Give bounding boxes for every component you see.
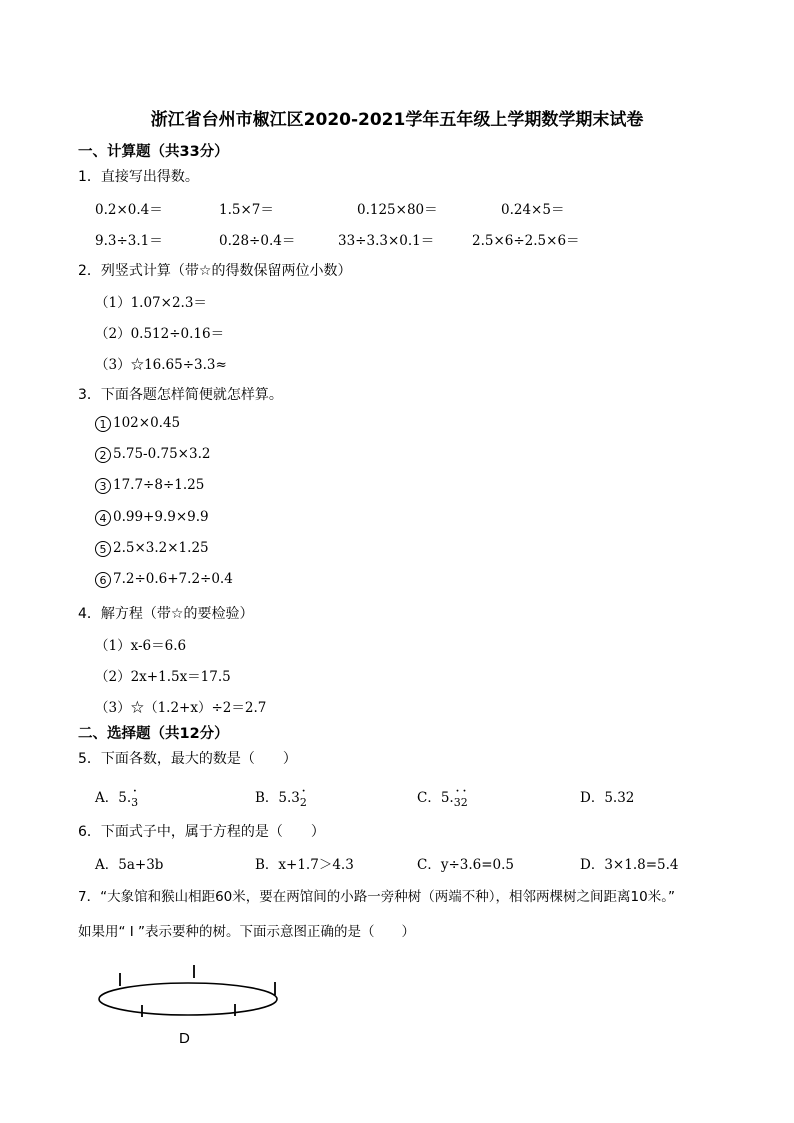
option-label: A． [95, 790, 119, 806]
option-label: D． [580, 790, 605, 806]
circled-number: 5 [95, 541, 111, 557]
q5-option-b [255, 786, 307, 809]
option-number: 5. [440, 790, 454, 806]
q3-item [95, 571, 233, 588]
q3-item [95, 540, 209, 557]
q4-item: （2）2x+1.5x＝17.5 [95, 669, 231, 685]
q1-item: 33÷3.3×0.1＝ [338, 233, 435, 249]
circled-number: 4 [95, 510, 111, 526]
q3-item [95, 415, 180, 432]
q2-item: （3）☆16.65÷3.3≈ [95, 357, 227, 373]
q3-item [95, 509, 209, 526]
q5-option-a [95, 786, 139, 809]
q3-expression: 102×0.45 [113, 415, 181, 431]
q2-stem: 2．列竖式计算（带☆的得数保留两位小数） [78, 263, 352, 279]
q1-item: 1.5×7＝ [219, 202, 274, 218]
q6-option-d: D．3×1.8=5.4 [580, 857, 679, 873]
q3-expression: 0.99+9.9×9.9 [113, 509, 209, 525]
option-number: 5.32 [604, 790, 635, 806]
q3-expression: 2.5×3.2×1.25 [113, 540, 209, 556]
option-number: 5. [118, 790, 132, 806]
q6-option-a: A．5a+3b [95, 857, 164, 873]
path-ellipse [99, 983, 277, 1015]
q1-item: 0.2×0.4＝ [95, 202, 163, 218]
q1-item: 0.28÷0.4＝ [219, 233, 296, 249]
option-label: C． [417, 790, 441, 806]
q6-stem: 6．下面式子中，属于方程的是（ ） [78, 824, 325, 840]
q1-item: 9.3÷3.1＝ [95, 233, 163, 249]
circled-number: 2 [95, 447, 111, 463]
figure-label: D [179, 1030, 190, 1047]
q3-expression: 5.75-0.75×3.2 [113, 446, 211, 462]
q2-item: （1）1.07×2.3＝ [95, 295, 207, 311]
q7-option-d-figure [90, 955, 300, 1055]
repeating-digits: · · $_{32}$ [453, 786, 468, 809]
q3-expression: 7.2÷0.6+7.2÷0.4 [113, 571, 233, 587]
q1-stem: 1．直接写出得数。 [78, 169, 199, 185]
circled-number: 6 [95, 572, 111, 588]
q1-item: 0.125×80＝ [357, 202, 438, 218]
q3-item [95, 477, 204, 494]
q5-stem: 5．下面各数，最大的数是（ ） [78, 751, 297, 767]
circled-number: 1 [95, 416, 111, 432]
q1-item: 0.24×5＝ [501, 202, 565, 218]
q2-item: （2）0.512÷0.16＝ [95, 326, 225, 342]
section-1-heading: 一、计算题（共33分） [78, 144, 229, 160]
page-title: 浙江省台州市椒江区2020-2021学年五年级上学期数学期末试卷 [150, 110, 644, 130]
q6-option-b: B．x+1.7＞4.3 [255, 857, 354, 873]
q7-line-1: 7．“大象馆和猴山相距60米，要在两馆间的小路一旁种树（两端不种），相邻两棵树之间距离10米。” [78, 889, 675, 905]
q4-item: （1）x-6＝6.6 [95, 638, 187, 654]
option-label: B． [255, 790, 279, 806]
option-number: 5.3 [278, 790, 300, 806]
q5-option-c [417, 786, 468, 809]
q3-item [95, 446, 210, 463]
repeating-digit: · $_3$ [131, 786, 139, 809]
q4-stem: 4．解方程（带☆的要检验） [78, 606, 254, 622]
q1-item: 2.5×6÷2.5×6＝ [472, 233, 580, 249]
repeating-digit: · $_2$ [299, 786, 307, 809]
q7-line-2: 如果用“ Ⅰ ”表示要种的树。下面示意图正确的是（ ） [78, 924, 416, 940]
q5-option-d [580, 786, 634, 806]
circled-number: 3 [95, 478, 111, 494]
q3-expression: 17.7÷8÷1.25 [113, 477, 205, 493]
q3-stem: 3．下面各题怎样简便就怎样算。 [78, 387, 283, 403]
q4-item: （3）☆（1.2+x）÷2＝2.7 [95, 700, 267, 716]
section-2-heading: 二、选择题（共12分） [78, 726, 229, 742]
q6-option-c: C．y÷3.6=0.5 [417, 857, 515, 873]
